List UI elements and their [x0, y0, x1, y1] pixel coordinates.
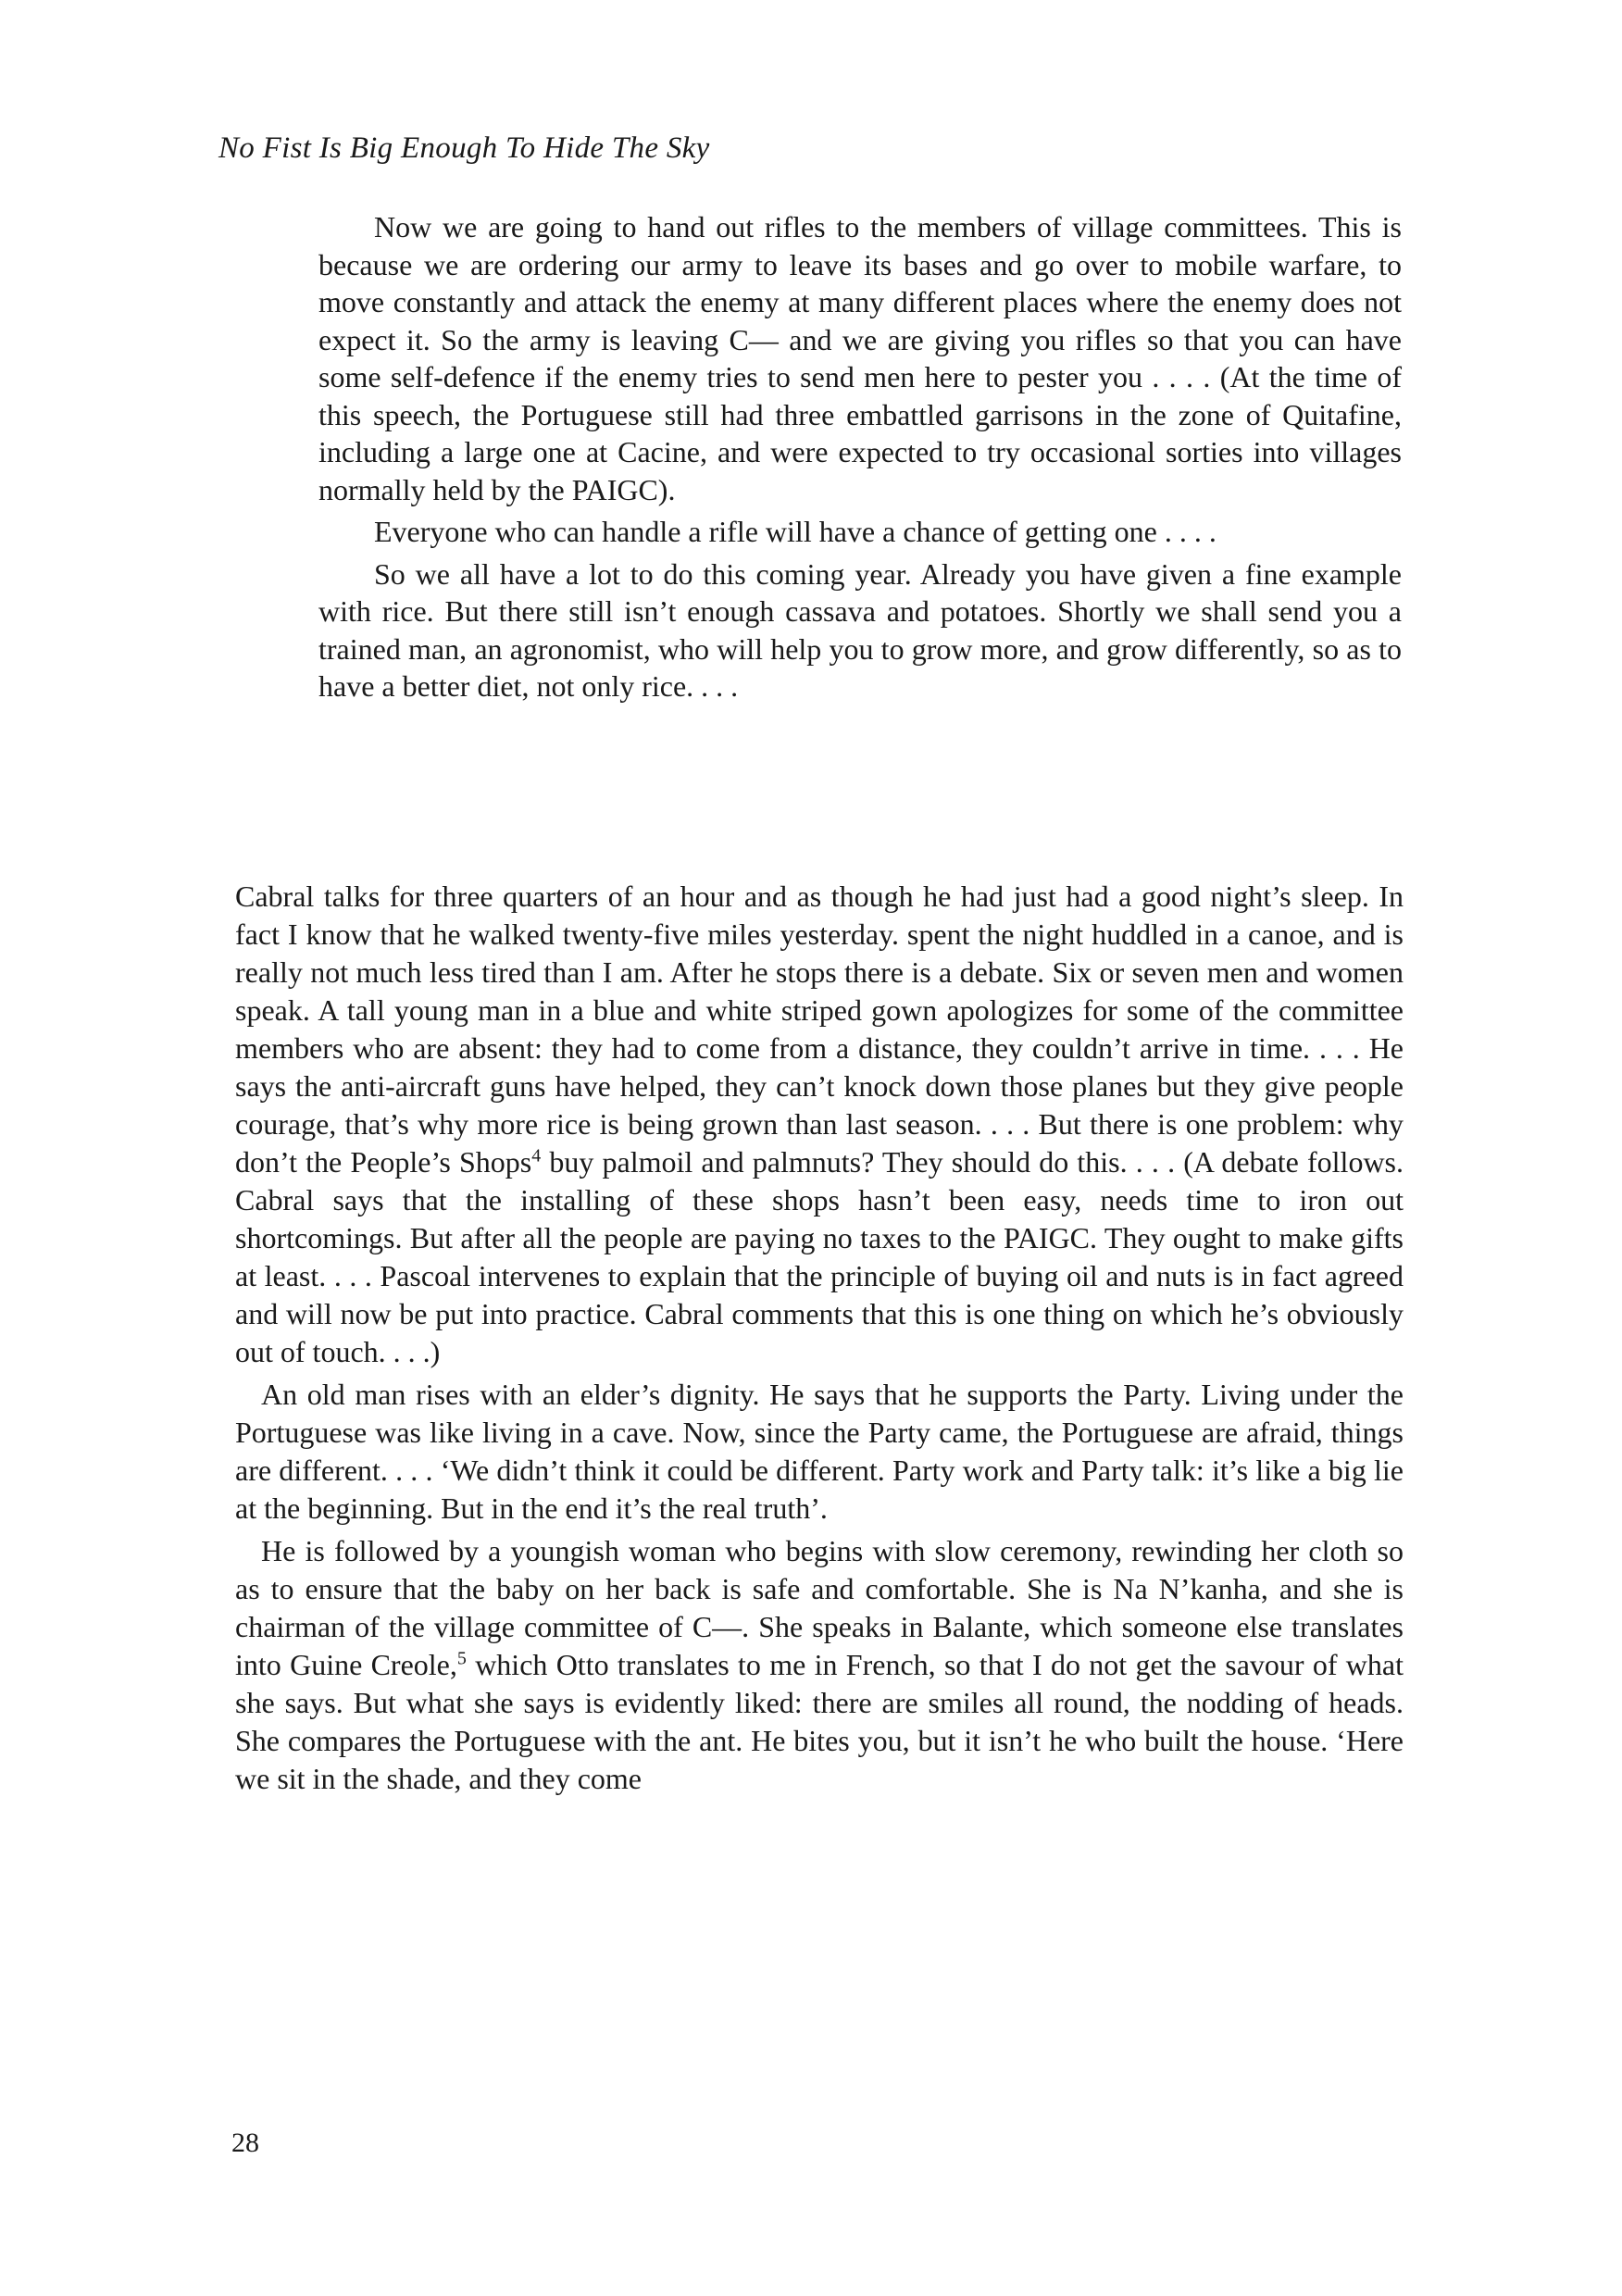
page-number: 28 — [231, 2128, 259, 2158]
body-paragraph — [235, 878, 1404, 1371]
body-paragraph-text: He is followed by a youngish woman who begins with slow ceremony, rewinding her cloth so as to ensure that the baby on her back is safe and comfortable. She is Na N’kanha, and she is chairman of the village committee of C—. She speaks in Balante, which someone else translates into Guine Creole, — [235, 1534, 1404, 1681]
block-quote — [318, 208, 1402, 705]
quote-paragraph: So we all have a lot to do this coming year. Already you have given a fine example with rice. But there still isn’t enough cassava and potatoes. Shortly we shall send you a trained man, an agronomist, who will help you to grow more, and grow differently, so as to have a better diet, not only rice. . . . — [318, 556, 1402, 703]
body-paragraph-text: buy palmoil and palmnuts? They should do this. . . . (A debate follows. Cabral says that the installing of these shops hasn’t been easy, needs time to iron out shortcomings. But after all the people are paying no taxes to the PAIGC. They ought to make gifts at least. . . . Pascoal intervenes to explain that the principle of buying oil and nuts is in fact agreed and will now be put into practice. Cabral comments that this is one thing on which he’s obviously out of touch. . . .) — [235, 1145, 1404, 1368]
quote-paragraph: Now we are going to hand out rifles to the members of village committees. This is because we are ordering our army to leave its bases and go over to mobile warfare, to move constantly and attack the enemy at many different places where the enemy does not expect it. So the army is leaving C— and we are giving you rifles so that you can have some self-defence if the enemy tries to send men here to pester you . . . . (At the time of this speech, the Portuguese still had three embattled garrisons in the zone of Quitafine, including a large one at Cacine, and were expected to try occasional sorties into villages normally held by the PAIGC). — [318, 210, 1402, 506]
body-paragraph-text: Cabral talks for three quarters of an hour and as though he had just had a good night’s sleep. In fact I know that he walked twenty-five miles yesterday. spent the night huddled in a canoe, and is really not much less tired than I am. After he stops there is a debate. Six or seven men and women speak. A tall young man in a blue and white striped gown apologizes for some of the committee members who are absent: they had to come from a distance, they couldn’t arrive in time. . . . He says the anti-aircraft guns have helped, they can’t knock down those planes but they give people courage, that’s why more rice is being grown than last season. . . . But there is one problem: why don’t the People’s Shops — [235, 880, 1404, 1179]
body-paragraph — [235, 1532, 1404, 1798]
body-paragraph-text: which Otto translates to me in French, so that I do not get the savour of what she says. But what she says is evidently liked: there are smiles all round, the nodding of heads. She compares the Portuguese with the ant. He bites you, but it isn’t he who built the house. ‘Here we sit in the shade, and they come — [235, 1648, 1404, 1795]
quote-paragraph: Everyone who can handle a rifle will have a chance of getting one . . . . — [374, 515, 1216, 548]
footnote-marker: 5 — [456, 1648, 467, 1669]
footnote-marker: 4 — [531, 1145, 542, 1167]
body-text — [235, 878, 1404, 1798]
body-paragraph: An old man rises with an elder’s dignity. He says that he supports the Party. Living under the Portuguese was like living in a cave. Now, since the Party came, the Portuguese are afraid, things are different. . . . ‘We didn’t think it could be different. Party work and Party talk: it’s like a big lie at the beginning. But in the end it’s the real truth’. — [235, 1378, 1404, 1525]
running-head: No Fist Is Big Enough To Hide The Sky — [218, 131, 710, 165]
